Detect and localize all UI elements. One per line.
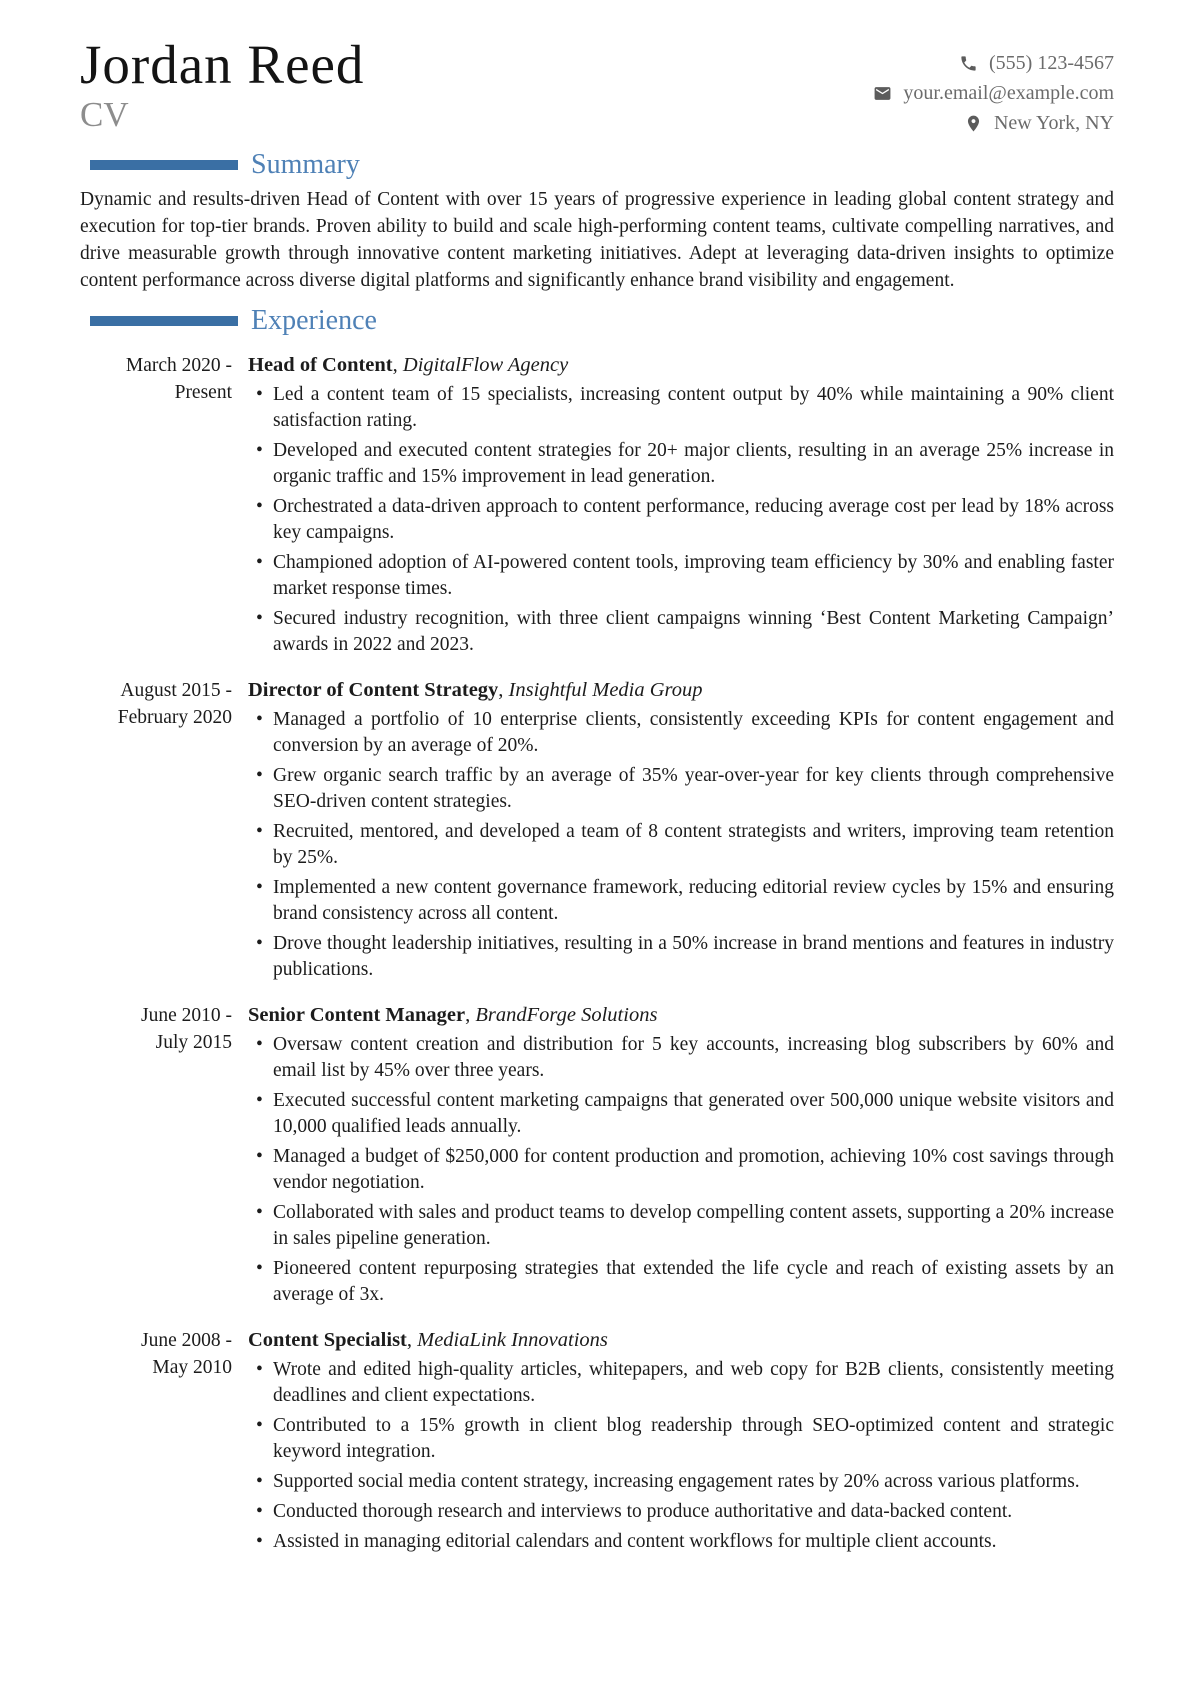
- job-entry: [80, 1327, 1114, 1559]
- job-title: Head of Content: [248, 353, 393, 376]
- job-date-end: May 2010: [152, 1356, 232, 1378]
- job-bullet: • Orchestrated a data-driven approach to content performance, reducing average cost per lead by 18% across key campaigns.: [248, 494, 1114, 546]
- job-bullet: • Managed a portfolio of 10 enterprise clients, consistently exceeding KPIs for content engagement and conversion by an average of 20%.: [248, 707, 1114, 759]
- job-dates: [80, 352, 232, 662]
- job-company: BrandForge Solutions: [475, 1003, 658, 1026]
- job-date-end: Present: [174, 381, 232, 403]
- job-bullet-list: [248, 382, 1114, 658]
- email-icon: [873, 84, 892, 103]
- job-body: [248, 1002, 1114, 1312]
- job-entry: [80, 1002, 1114, 1312]
- job-body: [248, 677, 1114, 987]
- job-bullet: • Collaborated with sales and product teams to develop compelling content assets, supporting a 20% increase in sales pipeline generation.: [248, 1200, 1114, 1252]
- job-bullet: • Wrote and edited high-quality articles, whitepapers, and web copy for B2B clients, consistently meeting deadlines and client expectations.: [248, 1357, 1114, 1409]
- experience-section: [80, 306, 1114, 1559]
- location-text: New York, NY: [993, 111, 1114, 134]
- cv-subtitle: CV: [80, 94, 129, 134]
- job-bullet: • Secured industry recognition, with three client campaigns winning ‘Best Content Marketing Campaign’ awards in 2022 and 2023.: [248, 606, 1114, 658]
- experience-heading: [90, 306, 1114, 337]
- job-title-line: [248, 1002, 1114, 1029]
- job-dates: [80, 677, 232, 987]
- job-bullet: • Contributed to a 15% growth in client blog readership through SEO-optimized content and strategic keyword integration.: [248, 1413, 1114, 1465]
- job-bullet: • Championed adoption of AI-powered content tools, improving team efficiency by 30% and enabling faster market response times.: [248, 550, 1114, 602]
- job-bullet: • Led a content team of 15 specialists, increasing content output by 40% while maintaining a 90% client satisfaction rating.: [248, 382, 1114, 434]
- job-date-end: February 2020: [117, 706, 232, 728]
- job-company: MediaLink Innovations: [417, 1328, 608, 1351]
- job-bullet: • Oversaw content creation and distribution for 5 key accounts, increasing blog subscribers by 60% and email list by 45% over three years.: [248, 1032, 1114, 1084]
- job-title-separator: ,: [392, 353, 398, 376]
- contact-location: [873, 108, 1114, 138]
- job-bullet: • Pioneered content repurposing strategies that extended the life cycle and reach of existing assets by an average of 3x.: [248, 1256, 1114, 1308]
- summary-section: [80, 150, 1114, 294]
- job-title-separator: ,: [406, 1328, 412, 1351]
- contact-email: [873, 78, 1114, 108]
- job-bullet: • Supported social media content strategy, increasing engagement rates by 20% across various platforms.: [248, 1469, 1114, 1495]
- job-title-separator: ,: [498, 678, 504, 701]
- job-date-start: March 2020 -: [125, 354, 232, 376]
- job-bullet: • Recruited, mentored, and developed a team of 8 content strategists and writers, improving team retention by 25%.: [248, 819, 1114, 871]
- summary-text: Dynamic and results-driven Head of Content with over 15 years of progressive experience in leading global content strategy and execution for top-tier brands. Proven ability to build and scale high-performing content teams, cultivate compelling narratives, and drive measurable growth through innovative content marketing initiatives. Adept at leveraging data-driven insights to optimize content performance across diverse digital platforms and significantly enhance brand visibility and engagement.: [80, 188, 1114, 291]
- summary-heading: [90, 150, 1114, 181]
- job-bullet: • Implemented a new content governance framework, reducing editorial review cycles by 15% and ensuring brand consistency across all content.: [248, 875, 1114, 927]
- job-bullet-list: [248, 1032, 1114, 1308]
- phone-number: (555) 123-4567: [989, 51, 1114, 74]
- job-body: [248, 352, 1114, 662]
- job-bullet: • Developed and executed content strategies for 20+ major clients, resulting in an average 25% increase in organic traffic and 15% improvement in lead generation.: [248, 438, 1114, 490]
- job-dates: [80, 1327, 232, 1559]
- experience-title: Experience: [251, 304, 377, 336]
- job-title: Content Specialist: [248, 1328, 407, 1351]
- job-date-start: June 2008 -: [141, 1329, 232, 1351]
- job-title-line: [248, 352, 1114, 379]
- job-title-separator: ,: [465, 1003, 471, 1026]
- job-date-start: August 2015 -: [120, 679, 232, 701]
- heading-accent-bar: [90, 316, 238, 326]
- person-name: Jordan Reed: [80, 34, 365, 95]
- header: [80, 36, 1114, 138]
- job-date-start: June 2010 -: [141, 1004, 232, 1026]
- job-title-line: [248, 1327, 1114, 1354]
- job-bullet: • Managed a budget of $250,000 for content production and promotion, achieving 10% cost savings through vendor negotiation.: [248, 1144, 1114, 1196]
- job-company: Insightful Media Group: [508, 678, 703, 701]
- job-bullet: • Drove thought leadership initiatives, resulting in a 50% increase in brand mentions and features in industry publications.: [248, 931, 1114, 983]
- heading-accent-bar: [90, 160, 238, 170]
- contact-phone: [873, 48, 1114, 78]
- job-bullet: • Grew organic search traffic by an average of 35% year-over-year for key clients through comprehensive SEO-driven content strategies.: [248, 763, 1114, 815]
- job-dates: [80, 1002, 232, 1312]
- job-entry: [80, 677, 1114, 987]
- job-bullet: • Executed successful content marketing campaigns that generated over 500,000 unique website visitors and 10,000 qualified leads annually.: [248, 1088, 1114, 1140]
- name-block: [80, 36, 364, 134]
- job-bullet: • Conducted thorough research and interviews to produce authoritative and data-backed content.: [248, 1499, 1114, 1525]
- job-title: Director of Content Strategy: [248, 678, 499, 701]
- email-address: your.email@example.com: [903, 81, 1114, 104]
- job-date-end: July 2015: [155, 1031, 232, 1053]
- job-entry: [80, 352, 1114, 662]
- contact-block: [873, 48, 1114, 138]
- location-pin-icon: [964, 114, 983, 133]
- job-title: Senior Content Manager: [248, 1003, 466, 1026]
- phone-icon: [959, 54, 978, 73]
- job-bullet-list: [248, 1357, 1114, 1555]
- job-company: DigitalFlow Agency: [402, 353, 569, 376]
- job-title-line: [248, 677, 1114, 704]
- job-bullet-list: [248, 707, 1114, 983]
- summary-title: Summary: [251, 149, 360, 180]
- job-bullet: • Assisted in managing editorial calendars and content workflows for multiple client accounts.: [248, 1529, 1114, 1555]
- job-body: [248, 1327, 1114, 1559]
